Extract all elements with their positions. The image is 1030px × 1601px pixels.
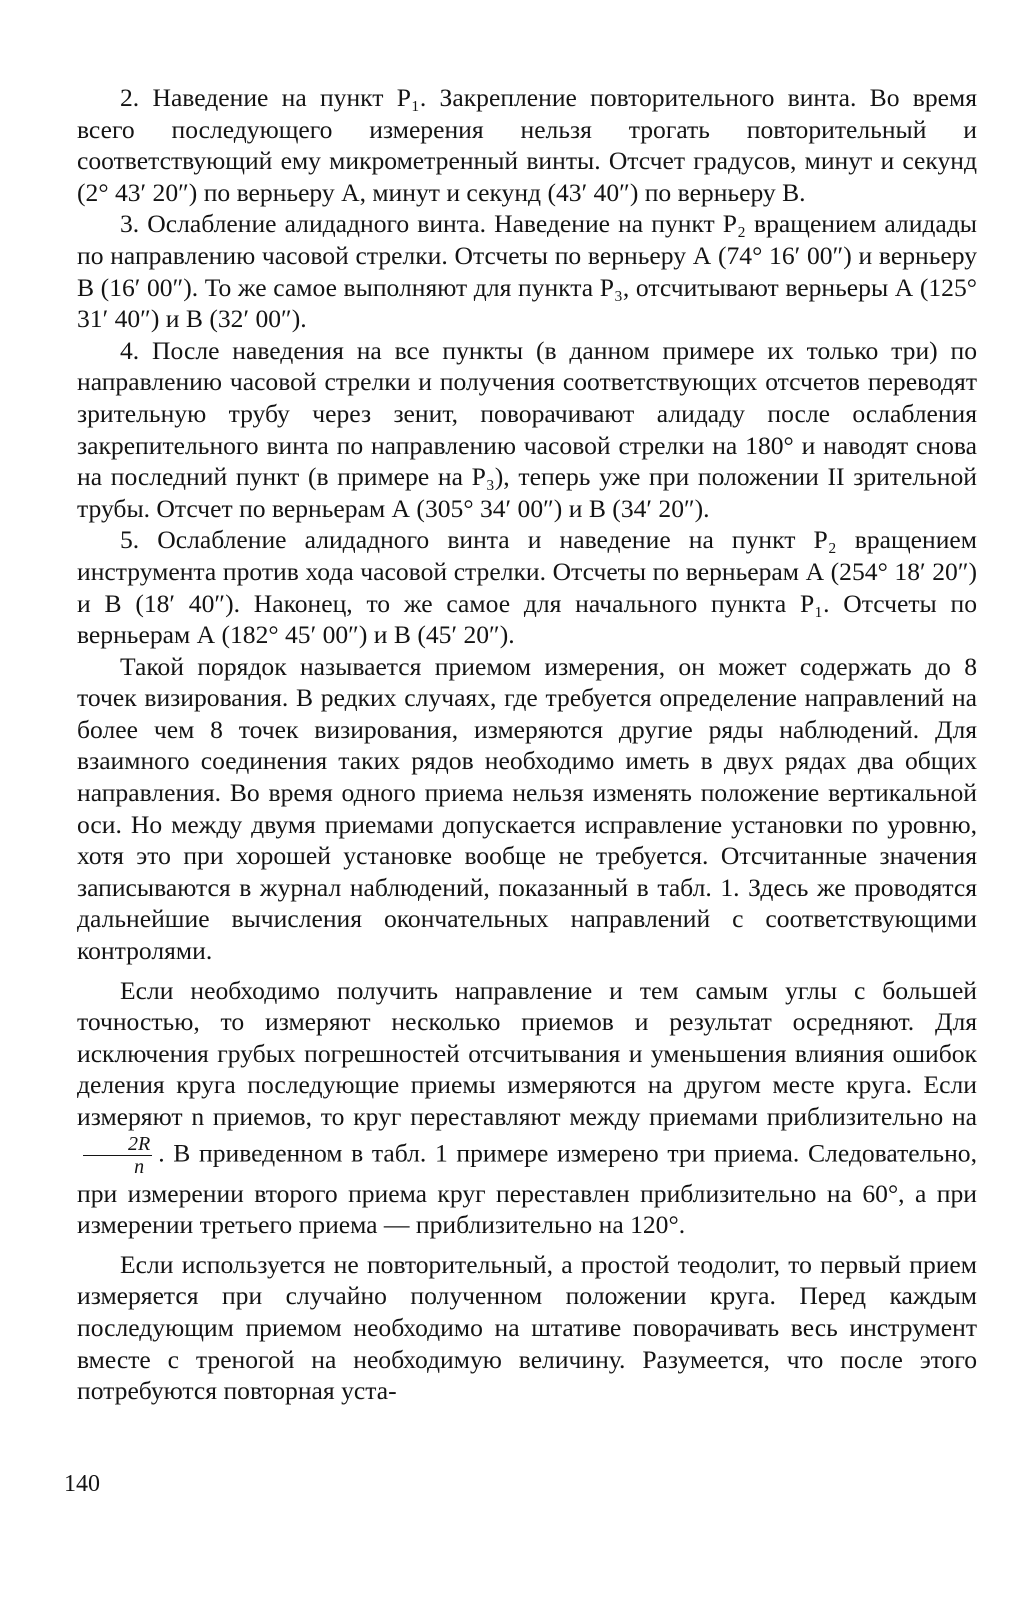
body-text [77,82,977,1407]
formula-denominator: n [134,1155,145,1178]
paragraph-step-3: 3. Ослабление алидадного винта. Наведение на пункт P₂ вращением алидады по направлению часовой стрелки. Отсчеты по верньеру А (74° 16′ 00″) и верньеру В (16′ 00″). То же самое выполняют для пункта P₃, отсчитывают верньеры А (125° 31′ 40″) и В (32′ 00″). [77,209,977,334]
paragraph-text-part2: . В приведенном в табл. 1 примере измерено три приема. Следовательно, при измерении второго приема круг переставлен приблизительно на 60°, а при измерении третьего приема — приблизительно на 120°. [77,1137,977,1240]
paragraph-step-5: 5. Ослабление алидадного винта и наведение на пункт P₂ вращением инструмента против хода часовой стрелки. Отсчеты по верньерам А (254° 18′ 20″) и В (18′ 40″). Наконец, то же самое для начального пункта P₁. Отсчеты по верньерам А (182° 45′ 00″) и В (45′ 20″). [77,525,977,650]
formula-numerator: 2R [83,1133,152,1156]
paragraph-measurement-set: Такой порядок называется приемом измерения, он может содержать до 8 точек визирования. В редких случаях, где требуется определение направлений на более чем 8 точек визирования, измеряются другие ряды наблюдений. Для взаимного соединения таких рядов необходимо иметь в двух рядах два общих направления. Во время одного приема нельзя изменять положение вертикальной оси. Но между двумя приемами допускается исправление установки по уровню, хотя это при хорошей установке вообще не требуется. Отсчитанные значения записываются в журнал наблюдений, показанный в табл. 1. Здесь же проводятся дальнейшие вычисления окончательных направлений с соответствующими контролями. [77,651,977,966]
formula-2r-over-n [83,1133,152,1178]
paragraph-multiple-sets [77,975,977,1241]
paragraph-simple-theodolite: Если используется не повторительный, а простой теодолит, то первый прием измеряется при случайно полученном положении круга. Перед каждым последующим приемом необходимо на штативе поворачивать весь инструмент вместе с треногой на необходимую величину. Разумеется, что после этого потребуются повторная уста- [77,1249,977,1406]
paragraph-text-part1: Если необходимо получить направление и тем самым углы с большей точностью, то измеряют несколько приемов и результат осредняют. Для исключения грубых погрешностей отсчитывания и уменьшения влияния ошибок деления круга последующие приемы измеряются на другом месте круга. Если измеряют n приемов, то круг переставляют между приемами приблизительно на [77,975,977,1131]
page-number: 140 [64,1471,100,1497]
paragraph-step-2: 2. Наведение на пункт P₁. Закрепление повторительного винта. Во время всего последующего измерения нельзя трогать повторительный и соответствующий ему микрометренный винты. Отсчет градусов, минут и секунд (2° 43′ 20″) по верньеру А, минут и секунд (43′ 40″) по верньеру В. [77,83,977,207]
paragraph-step-4: 4. После наведения на все пункты (в данном примере их только три) по направлению часовой стрелки и получения соответствующих отсчетов переводят зрительную трубу через зенит, поворачивают алидаду после ослабления закрепительного винта по направлению часовой стрелки на 180° и наводят снова на последний пункт (в примере на P₃), теперь уже при положении II зрительной трубы. Отсчет по верньерам А (305° 34′ 00″) и В (34′ 20″). [77,335,977,523]
